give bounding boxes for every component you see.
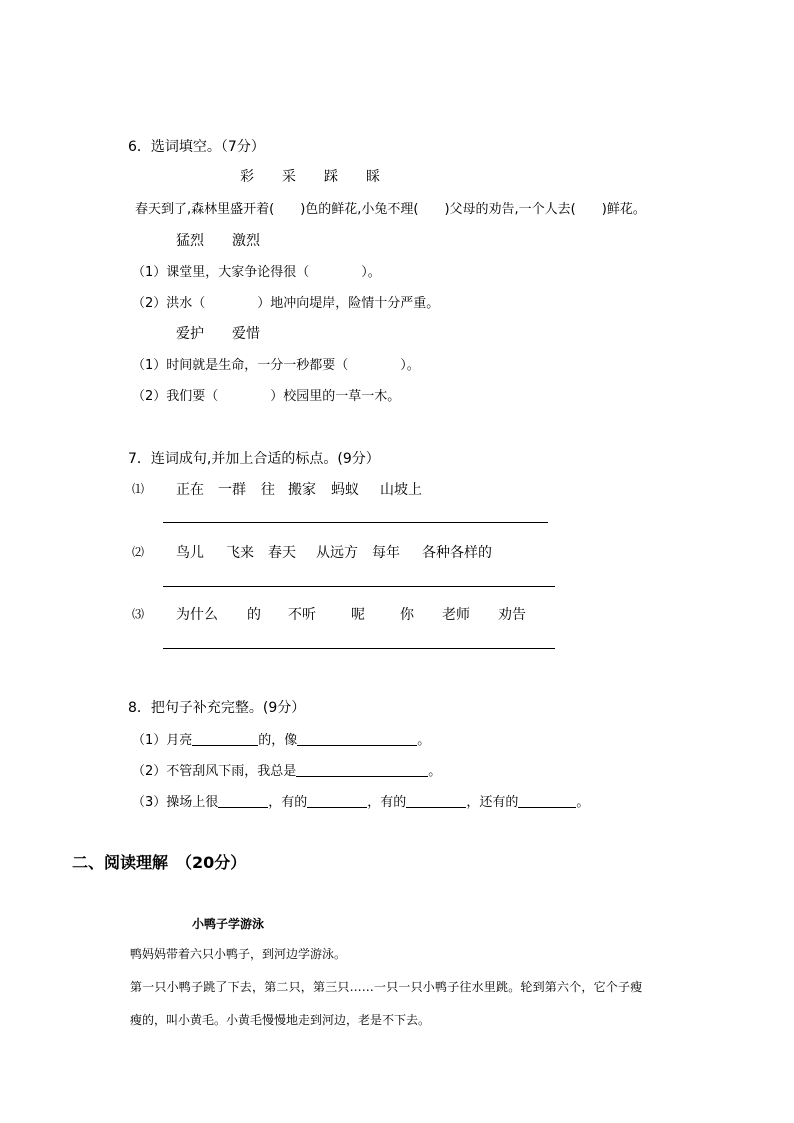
story-paragraph-2-line-1: 第一只小鸭子跳了下去，第二只，第三只……一只一只小鸭子往水里跳。轮到第六个，它个子瘦 [130,980,643,994]
q6-option-mengle: 猛烈 [176,233,204,249]
q6-option-aihu: 爱护 [176,326,204,342]
q8-line-2 [132,760,441,779]
q6-g2-item-2: （2）洪水（ ）地冲向堤岸，险情十分严重。 [132,296,440,311]
q8-line-1-blank-2[interactable] [297,731,417,746]
q8-line-3-blank-3[interactable] [406,793,466,808]
q6-sentence-1: 春天到了,森林里盛开着( )色的鲜花,小兔不理( )父母的劝告,一个人去( )鲜花。 [135,202,646,217]
q7-item-3-word: 呢 [351,607,365,623]
q8-line-1-text-c: 。 [417,733,431,748]
q7-item-2-word: 各种各样的 [422,545,492,561]
q7-item-3-word: 劝告 [498,607,526,623]
q7-item-3-number: ⑶ [132,607,145,621]
q8-line-3-blank-4[interactable] [518,793,576,808]
q7-item-2-word: 每年 [372,545,400,561]
q7-item-1-word: 往 [261,482,275,498]
q7-title: 7．连词成句,并加上合适的标点。(9分） [128,451,380,467]
q7-item-1-answer-line[interactable] [163,522,548,523]
q7-item-1-word: 山坡上 [380,482,422,498]
section-2-heading: 二、阅读理解 （20分） [72,853,247,872]
q7-item-2-word: 春天 [268,545,296,561]
q8-line-1-blank-1[interactable] [192,731,258,746]
q8-line-3-text-d: ，还有的 [466,795,519,810]
q8-line-3-blank-1[interactable] [218,793,268,808]
q7-item-2-number: ⑵ [132,545,145,559]
q8-line-3-blank-2[interactable] [307,793,367,808]
q7-item-2-answer-line[interactable] [163,586,555,587]
story-paragraph-1: 鸭妈妈带着六只小鸭子，到河边学游泳。 [130,947,347,961]
q8-line-2-blank-1[interactable] [296,762,428,777]
q8-line-3 [132,791,589,810]
q7-item-1-word: 蚂蚁 [331,482,359,498]
q6-option-jilie: 激烈 [232,233,260,249]
q6-option-cai-2: 采 [282,169,296,185]
q6-title: 6．选词填空。（7分） [128,139,265,155]
q7-item-3-word: 不听 [288,607,316,623]
q7-item-3-word: 你 [400,607,414,623]
q8-line-1 [132,729,430,748]
q6-option-cai-4: 睬 [366,169,380,185]
q8-line-1-text-b: 的，像 [258,733,298,748]
q7-item-1-word: 一群 [218,482,246,498]
q8-line-3-text-b: ，有的 [268,795,308,810]
story-paragraph-2-line-2: 瘦的，叫小黄毛。小黄毛慢慢地走到河边，老是不下去。 [130,1013,431,1027]
q7-item-2-word: 鸟儿 [176,545,204,561]
story-title: 小鸭子学游泳 [192,917,265,931]
q8-line-1-text-a: （1）月亮 [132,733,193,748]
q6-option-cai-1: 彩 [240,169,254,185]
q7-item-2-word: 飞来 [226,545,254,561]
q7-item-1-number: ⑴ [132,482,145,496]
q8-line-2-text-b: 。 [428,764,442,779]
q6-option-cai-3: 踩 [324,169,338,185]
q7-item-3-word: 为什么 [176,607,218,623]
q7-item-1-word: 正在 [176,482,204,498]
q7-item-1-word: 搬家 [288,482,316,498]
q8-line-2-text-a: （2）不管刮风下雨，我总是 [132,764,297,779]
q7-item-2-word: 从远方 [316,545,358,561]
q8-line-3-text-c: ，有的 [367,795,407,810]
q6-g3-item-2: （2）我们要（ ）校园里的一草一木。 [132,389,401,404]
q7-item-3-answer-line[interactable] [163,648,555,649]
q6-option-aixi: 爱惜 [232,326,260,342]
q6-g3-item-1: （1）时间就是生命，一分一秒都要（ ）。 [132,358,420,373]
q6-g2-item-1: （1）课堂里，大家争论得很（ ）。 [132,265,381,280]
q7-item-3-word: 的 [247,607,261,623]
q8-line-3-text-a: （3）操场上很 [132,795,219,810]
q8-line-3-text-e: 。 [576,795,590,810]
q8-title: 8．把句子补充完整。(9分） [128,700,306,716]
q7-item-3-word: 老师 [442,607,470,623]
